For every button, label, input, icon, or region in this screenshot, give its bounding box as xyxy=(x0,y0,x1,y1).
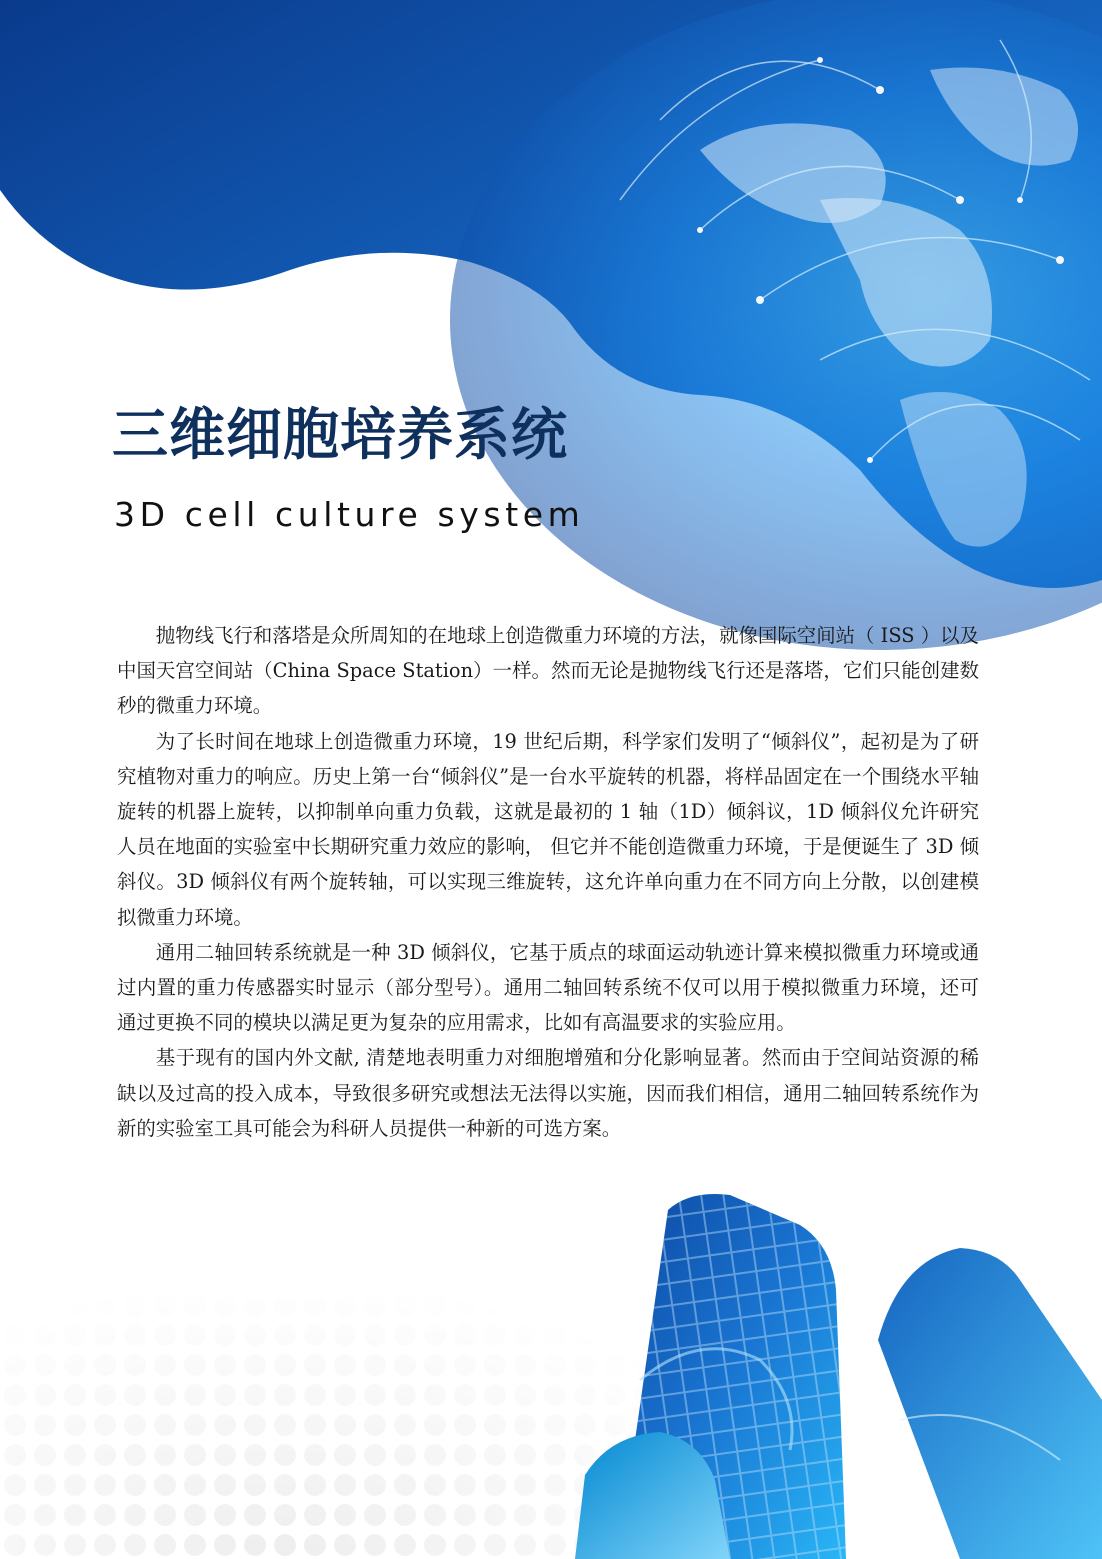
page-subtitle: 3D cell culture system xyxy=(114,495,585,534)
paragraph-3: 通用二轴回转系统就是一种 3D 倾斜仪，它基于质点的球面运动轨迹计算来模拟微重力环境或通过内置的重力传感器实时显示（部分型号）。通用二轴回转系统不仅可以用于模拟微重力环境，还可通过更换不同的模块以满足更为复杂的应用需求，比如有高温要求的实验应用。 xyxy=(117,940,979,1035)
paragraph-1: 抛物线飞行和落塔是众所周知的在地球上创造微重力环境的方法，就像国际空间站（ ISS ）以及中国天宫空间站（China Space Station）一样。然而无论是抛物线飞行还是落塔，它们只能创建数秒的微重力环境。 xyxy=(117,624,979,718)
body-text xyxy=(117,618,979,1146)
paragraph-2: 为了长时间在地球上创造微重力环境，19 世纪后期，科学家们发明了“倾斜仪”，起初是为了研究植物对重力的响应。历史上第一台“倾斜仪”是一台水平旋转的机器，将样品固定在一个围绕水平轴旋转的机器上旋转，以抑制单向重力负载，这就是最初的 1 轴（1D）倾斜议，1D 倾斜仪允许研究人员在地面的实验室中长期研究重力效应的影响， 但它并不能创造微重力环境，于是便诞生了 3D 倾斜仪。3D 倾斜仪有两个旋转轴，可以实现三维旋转，这允许单向重力在不同方向上分散，以创建模拟微重力环境。 xyxy=(117,729,979,929)
paragraph-4: 基于现有的国内外文献, 清楚地表明重力对细胞增殖和分化影响显著。然而由于空间站资源的稀缺以及过高的投入成本，导致很多研究或想法无法得以实施，因而我们相信，通用二轴回转系统作为新的实验室工具可能会为科研人员提供一种新的可选方案。 xyxy=(117,1046,979,1140)
page-title: 三维细胞培养系统 xyxy=(112,403,568,468)
